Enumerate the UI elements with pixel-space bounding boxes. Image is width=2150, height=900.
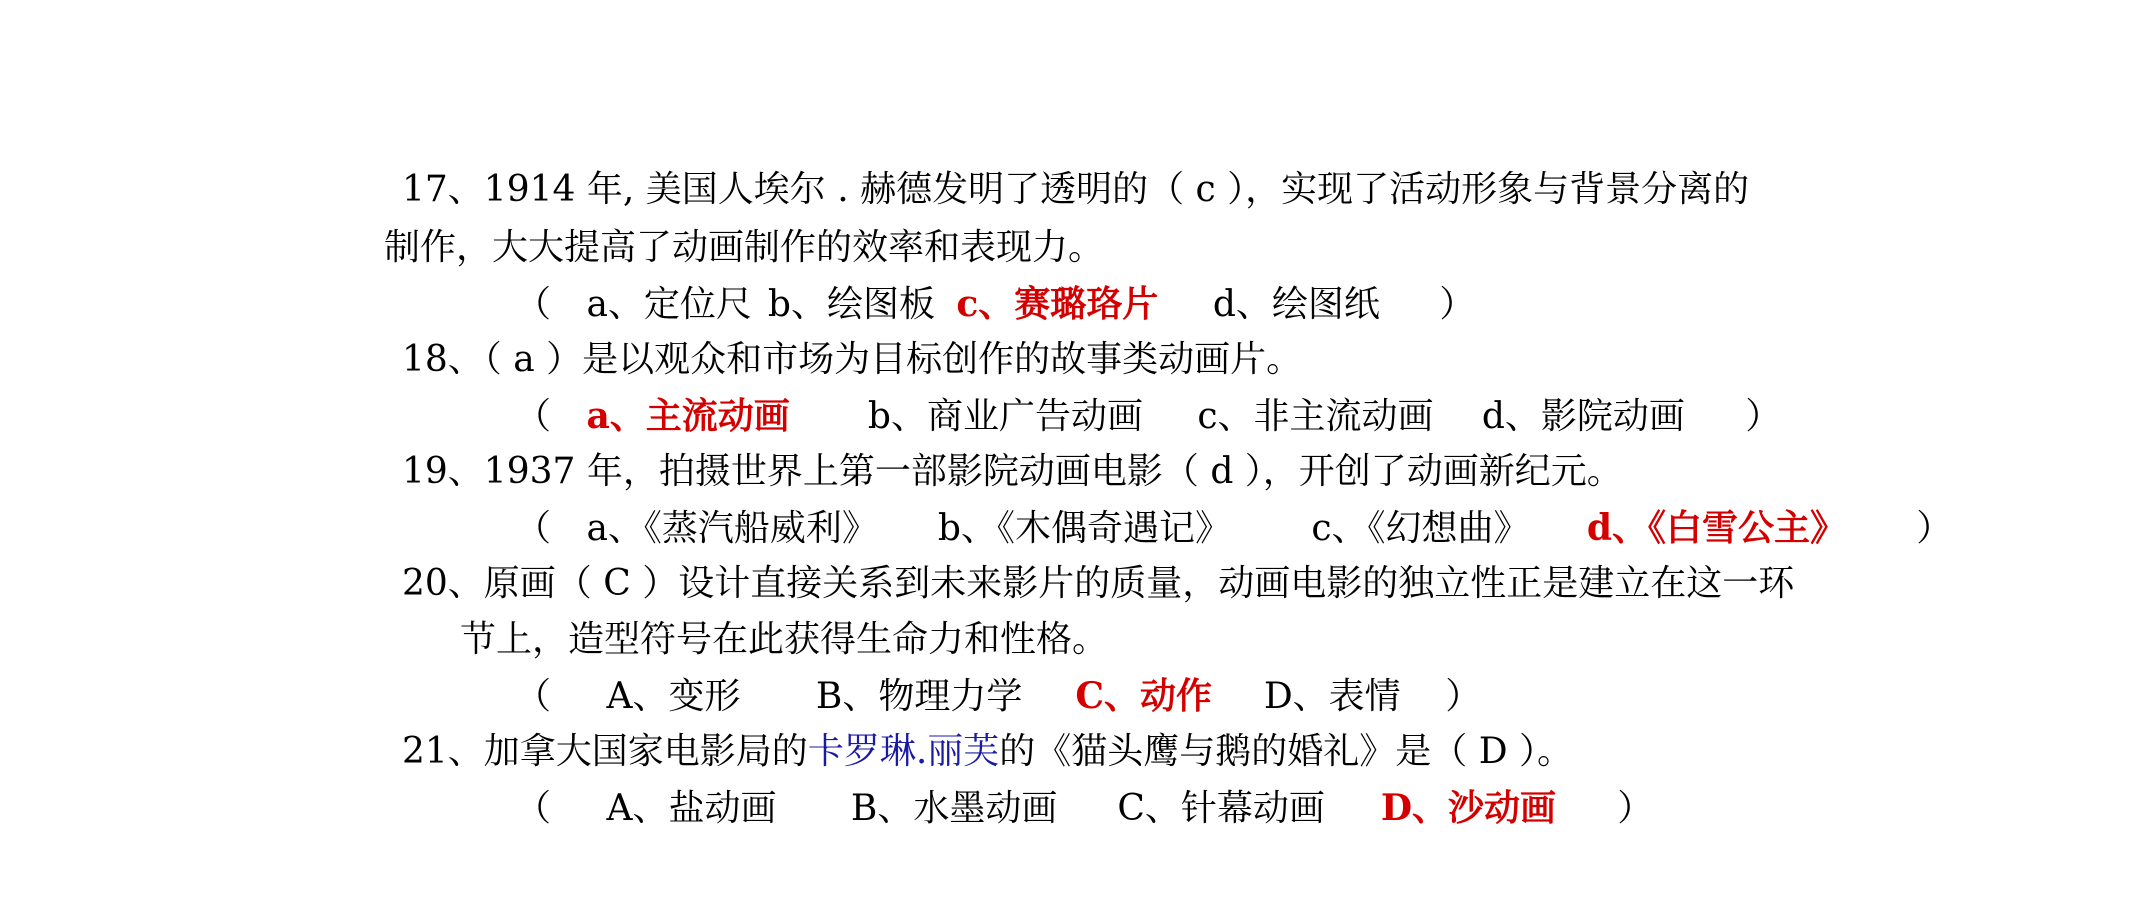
- options-open-paren: （: [515, 788, 552, 829]
- option-a: a、《蒸汽船威利》: [586, 508, 878, 549]
- option-d: d、绘图纸: [1212, 284, 1380, 325]
- option-b: B、水墨动画: [850, 788, 1058, 829]
- question-21-line-1: [402, 730, 1573, 774]
- option-d-answer: D、沙动画: [1380, 787, 1557, 829]
- question-17-line-1: 17、1914 年, 美国人埃尔 . 赫德发明了透明的（ c ），实现了活动形象与背景分离的: [402, 169, 1750, 210]
- question-18-options: [515, 394, 1781, 439]
- question-21-text-post: 的《猫头鹰与鹅的婚礼》是（ D ）。: [999, 731, 1574, 772]
- option-a-answer: a、主流动画: [586, 395, 790, 437]
- option-d-answer: d、《白雪公主》: [1586, 507, 1846, 549]
- option-b: b、绘图板: [767, 284, 935, 325]
- question-20-options: [515, 674, 1481, 719]
- option-a: A、变形: [606, 676, 741, 717]
- option-d: d、影院动画: [1481, 396, 1685, 437]
- option-b: B、物理力学: [815, 676, 1023, 717]
- options-close-paren: ）: [1439, 284, 1476, 325]
- question-17-line-2: 制作，大大提高了动画制作的效率和表现力。: [384, 227, 1105, 268]
- question-21-options: [515, 786, 1653, 831]
- options-close-paren: ）: [1445, 676, 1482, 717]
- question-20-line-1: 20、原画（ C ）设计直接关系到未来影片的质量，动画电影的独立性正是建立在这一环: [402, 563, 1795, 604]
- question-18-line-1: 18、（ a ）是以观众和市场为目标创作的故事类动画片。: [402, 339, 1303, 380]
- option-c: c、非主流动画: [1197, 396, 1434, 437]
- option-b: b、商业广告动画: [867, 396, 1143, 437]
- question-19-options: [515, 506, 1952, 551]
- options-open-paren: （: [515, 396, 552, 437]
- options-open-paren: （: [515, 508, 552, 549]
- option-a: a、定位尺: [586, 284, 752, 325]
- options-close-paren: ）: [1916, 508, 1953, 549]
- options-close-paren: ）: [1617, 788, 1654, 829]
- question-21-person-name: 卡罗琳.丽芙: [807, 731, 1000, 772]
- question-17-options: [515, 282, 1475, 327]
- option-a: A、盐动画: [606, 788, 777, 829]
- option-c: C、针幕动画: [1117, 788, 1325, 829]
- question-19-line-1: 19、1937 年，拍摄世界上第一部影院动画电影（ d ），开创了动画新纪元。: [402, 451, 1623, 492]
- option-c: c、《幻想曲》: [1311, 508, 1530, 549]
- question-20-line-2: 节上，造型符号在此获得生命力和性格。: [460, 619, 1109, 660]
- question-21-text-pre: 21、加拿大国家电影局的: [402, 731, 808, 772]
- options-close-paren: ）: [1745, 396, 1782, 437]
- option-c-answer: c、赛璐珞片: [956, 283, 1159, 325]
- options-open-paren: （: [515, 284, 552, 325]
- option-b: b、《木偶奇遇记》: [937, 508, 1231, 549]
- option-c-answer: C、动作: [1075, 675, 1213, 717]
- option-d: D、表情: [1263, 676, 1401, 717]
- options-open-paren: （: [515, 676, 552, 717]
